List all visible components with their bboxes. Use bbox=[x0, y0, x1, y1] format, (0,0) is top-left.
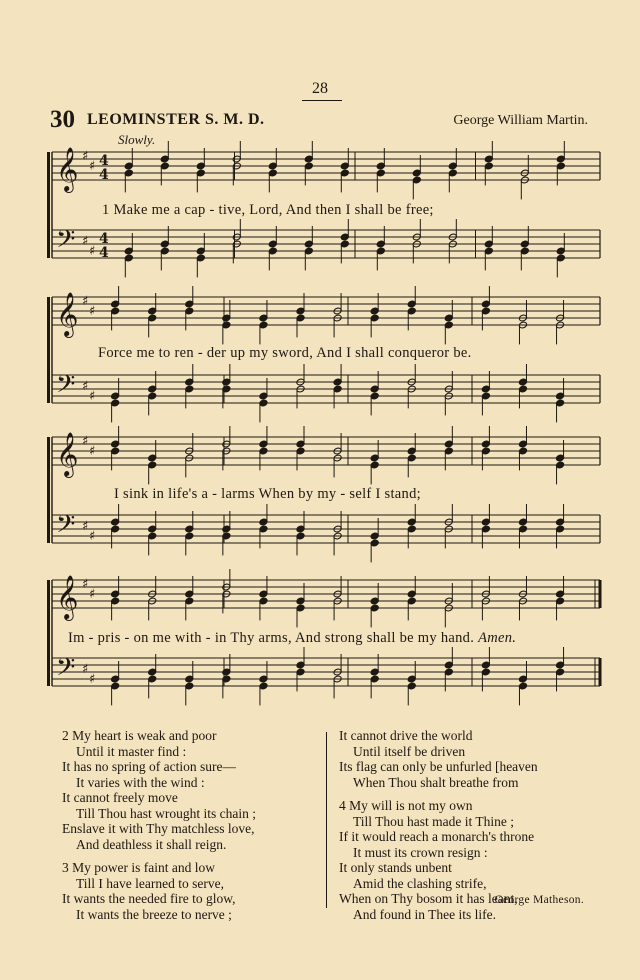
lyric-line-1: 1 Make me a cap - tive, Lord, And then I shall be free; bbox=[102, 202, 434, 218]
svg-text:4: 4 bbox=[99, 153, 109, 169]
amen-text: Amen. bbox=[478, 630, 517, 646]
svg-text:𝄢: 𝄢 bbox=[56, 225, 76, 260]
composer-name: George William Martin. bbox=[453, 113, 588, 128]
verse-line: It must its crown resign : bbox=[353, 844, 488, 860]
music-system-1 bbox=[44, 146, 604, 281]
svg-text:♯: ♯ bbox=[82, 149, 89, 164]
tempo-marking: Slowly. bbox=[118, 132, 156, 147]
lyric-line-4 bbox=[68, 630, 628, 647]
svg-text:𝄞: 𝄞 bbox=[56, 575, 79, 619]
music-system-3 bbox=[44, 431, 604, 566]
verse-line: 4 My will is not my own bbox=[339, 798, 473, 813]
verse-line: When on Thy bosom it has leant, bbox=[339, 891, 518, 906]
verse-line: 3 My power is faint and low bbox=[62, 860, 215, 875]
lyric-line-4-text: Im - pris - on me with - in Thy arms, And strong shall be my hand. bbox=[68, 630, 475, 646]
page-number-rule bbox=[302, 100, 342, 101]
hymn-author: George Matheson. bbox=[494, 894, 584, 906]
svg-text:♯: ♯ bbox=[82, 379, 89, 394]
svg-text:♯: ♯ bbox=[89, 304, 96, 319]
svg-text:4: 4 bbox=[99, 167, 109, 183]
svg-text:𝄢: 𝄢 bbox=[56, 653, 76, 688]
svg-text:𝄢: 𝄢 bbox=[56, 510, 76, 545]
music-system-4 bbox=[44, 574, 604, 709]
svg-text:♯: ♯ bbox=[89, 529, 96, 544]
verse-line: It has no spring of action sure— bbox=[62, 759, 236, 774]
svg-text:𝄞: 𝄞 bbox=[56, 292, 79, 336]
verse-line: It varies with the wind : bbox=[76, 774, 205, 790]
verse-line: Till Thou hast wrought its chain ; bbox=[76, 805, 257, 821]
verse-line: It wants the needed fire to glow, bbox=[62, 891, 236, 906]
svg-text:♯: ♯ bbox=[82, 519, 89, 534]
verse-line: It cannot drive the world bbox=[339, 728, 473, 743]
column-divider bbox=[326, 732, 327, 908]
svg-text:♯: ♯ bbox=[82, 577, 89, 592]
verse-line: Amid the clashing strife, bbox=[353, 875, 487, 891]
lyric-line-2: Force me to ren - der up my sword, And I shall conqueror be. bbox=[98, 345, 472, 361]
verse-line: Till Thou hast made it Thine ; bbox=[353, 813, 515, 829]
page-number: 28 bbox=[312, 80, 328, 97]
svg-text:♯: ♯ bbox=[82, 234, 89, 249]
hymn-number: 30 bbox=[50, 106, 75, 133]
verses-right-column bbox=[339, 728, 604, 922]
svg-text:𝄞: 𝄞 bbox=[56, 147, 79, 191]
svg-text:♯: ♯ bbox=[89, 159, 96, 174]
svg-text:4: 4 bbox=[99, 245, 109, 261]
verse-line: When Thou shalt breathe from bbox=[353, 774, 519, 790]
svg-text:𝄢: 𝄢 bbox=[56, 370, 76, 405]
svg-text:♯: ♯ bbox=[89, 672, 96, 687]
lyric-line-3: I sink in life's a - larms When by my - self I stand; bbox=[114, 486, 421, 502]
verse-line: Enslave it with Thy matchless love, bbox=[62, 821, 255, 836]
svg-text:♯: ♯ bbox=[89, 244, 96, 259]
music-system-2 bbox=[44, 291, 604, 426]
verse-line: Until it master find : bbox=[76, 743, 187, 759]
verses-left-column bbox=[62, 728, 317, 922]
verse-line: If it would reach a monarch's throne bbox=[339, 829, 535, 844]
svg-text:♯: ♯ bbox=[82, 294, 89, 309]
svg-text:𝄞: 𝄞 bbox=[56, 432, 79, 476]
svg-text:♯: ♯ bbox=[82, 434, 89, 449]
verse-line: It cannot freely move bbox=[62, 790, 178, 805]
svg-text:♯: ♯ bbox=[89, 389, 96, 404]
svg-text:♯: ♯ bbox=[89, 587, 96, 602]
verse-line: And deathless it shall reign. bbox=[76, 836, 227, 852]
verse-line: Its flag can only be unfurled [heaven bbox=[339, 759, 538, 774]
svg-text:4: 4 bbox=[99, 231, 109, 247]
verse-line: 2 My heart is weak and poor bbox=[62, 728, 217, 743]
svg-text:♯: ♯ bbox=[82, 662, 89, 677]
tune-name: LEOMINSTER S. M. D. bbox=[87, 111, 265, 128]
verse-line: It only stands unbent bbox=[339, 860, 452, 875]
verse-line: Till I have learned to serve, bbox=[76, 875, 224, 891]
verse-line: Until itself be driven bbox=[353, 743, 466, 759]
verse-line: It wants the breeze to nerve ; bbox=[76, 906, 232, 922]
svg-text:♯: ♯ bbox=[89, 444, 96, 459]
verse-line: And found in Thee its life. bbox=[353, 906, 496, 922]
